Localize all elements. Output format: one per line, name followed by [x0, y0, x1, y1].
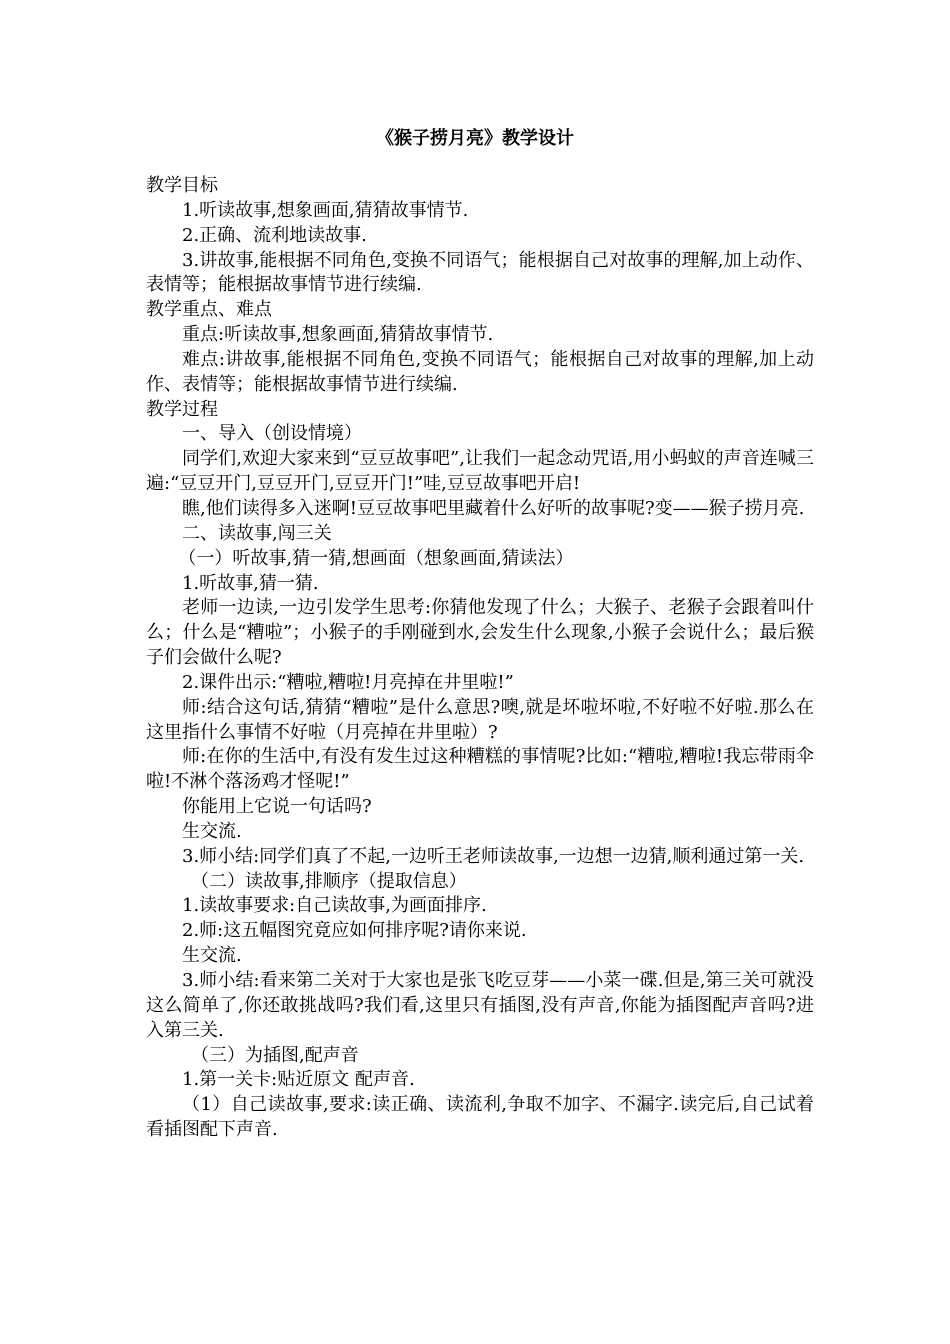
paragraph: 3.师小结:看来第二关对于大家也是张飞吃豆芽——小菜一碟.但是,第三关可就没这么简单了,你还敢挑战吗?我们看,这里只有插图,没有声音,你能为插图配声音吗?进入第三关.: [146, 970, 814, 1041]
paragraph: 同学们,欢迎大家来到“豆豆故事吧”,让我们一起念动咒语,用小蚂蚁的声音连喊三遍:“豆豆开门,豆豆开门,豆豆开门!”哇,豆豆故事吧开启!: [146, 448, 814, 495]
paragraph: 重点:听读故事,想象画面,猜猜故事情节.: [182, 324, 494, 346]
paragraph: 1.听故事,猜一猜.: [182, 572, 319, 594]
paragraph: 瞧,他们读得多入迷啊!豆豆故事吧里藏着什么好听的故事呢?变——猴子捞月亮.: [182, 497, 805, 519]
paragraph: 2.师:这五幅图究竟应如何排序呢?请你来说.: [182, 920, 527, 942]
paragraph: 生交流.: [182, 945, 242, 967]
paragraph: 师:在你的生活中,有没有发生过这种糟糕的事情呢?比如:“糟啦,糟啦!我忘带雨伞啦!不淋个落汤鸡才怪呢!”: [146, 746, 814, 793]
paragraph: 你能用上它说一句话吗?: [182, 796, 372, 818]
document-title: 《猴子捞月亮》教学设计: [376, 128, 574, 149]
paragraph: （二）读故事,排顺序（提取信息）: [191, 870, 467, 892]
paragraph: 生交流.: [182, 820, 242, 842]
paragraph: 1.读故事要求:自己读故事,为画面排序.: [182, 895, 487, 917]
paragraph: （一）听故事,猜一猜,想画面（想象画面,猜读法）: [178, 547, 574, 569]
paragraph: （三）为插图,配声音: [191, 1044, 359, 1066]
section-heading-key-points: 教学重点、难点: [146, 299, 272, 321]
document-body: [146, 174, 814, 1143]
paragraph: （1）自己读故事,要求:读正确、读流利,争取不加字、不漏字.读完后,自己试着看插图配下声音.: [146, 1094, 814, 1141]
paragraph: 2.正确、流利地读故事.: [182, 224, 367, 246]
paragraph: 3.讲故事,能根据不同角色,变换不同语气；能根据自己对故事的理解,加上动作、表情等；能根据故事情节进行续编.: [146, 249, 814, 296]
section-heading-objectives: 教学目标: [146, 175, 218, 196]
paragraph: 二、读故事,闯三关: [182, 522, 332, 544]
paragraph: 1.第一关卡:贴近原文 配声音.: [182, 1069, 415, 1091]
paragraph: 一、导入（创设情境）: [182, 423, 362, 445]
paragraph: 3.师小结:同学们真了不起,一边听王老师读故事,一边想一边猜,顺利通过第一关.: [182, 845, 805, 867]
paragraph: 1.听读故事,想象画面,猜猜故事情节.: [182, 199, 469, 221]
section-heading-process: 教学过程: [146, 398, 218, 420]
paragraph: 师:结合这句话,猜猜“糟啦”是什么意思?噢,就是坏啦坏啦,不好啦不好啦.那么在这里指什么事情不好啦（月亮掉在井里啦）?: [146, 696, 814, 743]
paragraph: 难点:讲故事,能根据不同角色,变换不同语气；能根据自己对故事的理解,加上动作、表情等；能根据故事情节进行续编.: [146, 348, 814, 395]
paragraph: 老师一边读,一边引发学生思考:你猜他发现了什么；大猴子、老猴子会跟着叫什么；什么是“糟啦”；小猴子的手刚碰到水,会发生什么现象,小猴子会说什么；最后猴子们会做什么呢?: [146, 597, 814, 669]
paragraph: 2.课件出示:“糟啦,糟啦!月亮掉在井里啦!”: [182, 671, 514, 693]
